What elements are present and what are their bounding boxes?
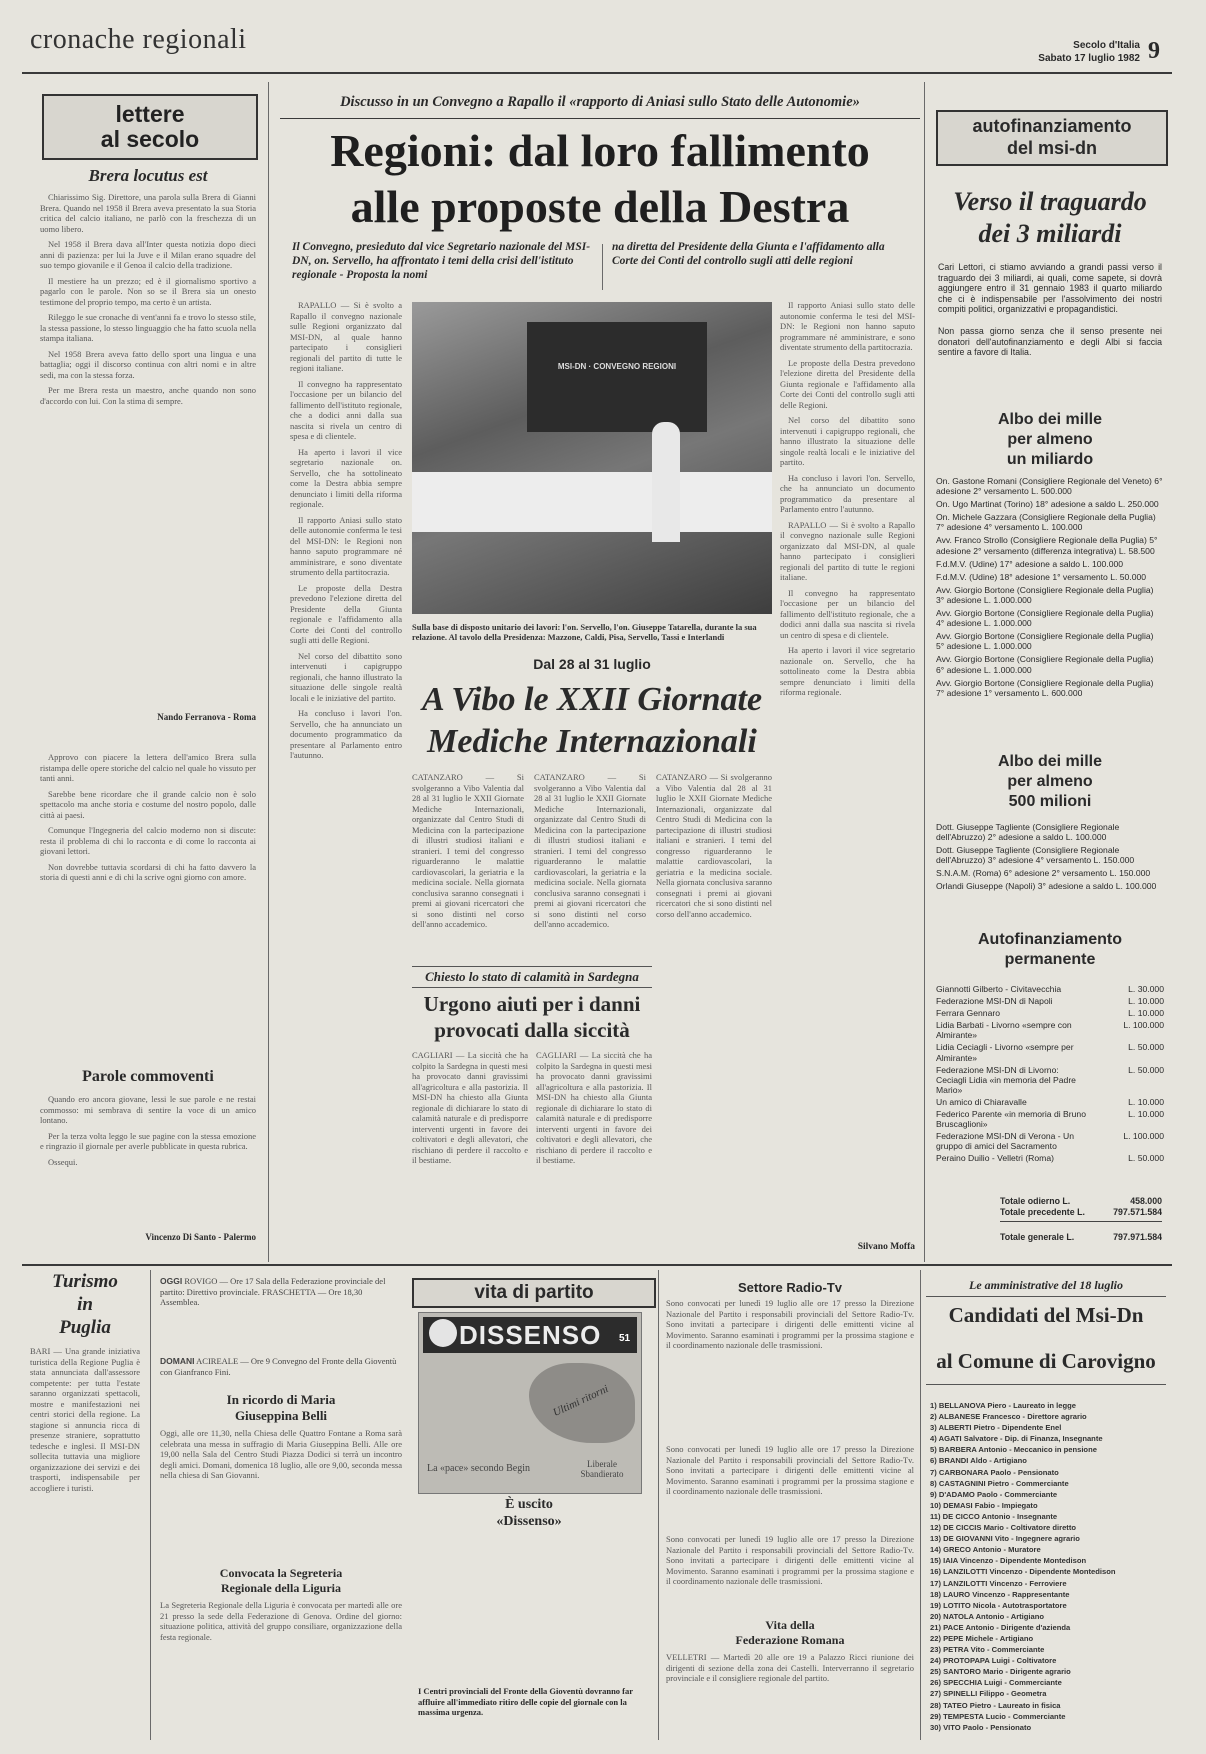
candidate-item: 1) BELLANOVA Piero - Laureato in legge [930,1401,1076,1410]
dissenso-logo: DISSENSO [459,1320,602,1350]
permanente-row [936,1042,1164,1062]
roma-body: VELLETRI — Martedì 20 alle ore 19 a Palazzo Ricci riunione dei dirigenti di sezione della zona dei Castelli. Interverranno il segretario provinciale e il consigliere regionale del partito. [666,1652,914,1683]
letter2-body [40,752,256,1052]
section-title: cronache regionali [30,24,247,55]
permanente-title-line1: Autofinanziamento [978,931,1122,948]
photo-backdrop [527,322,707,432]
radio-body-1: Sono convocati per lunedì 19 luglio alle ore 17 presso la Direzione Nazionale del Partito i responsabili provinciali del Settore Radio-Tv. Sono invitati a partecipare i dirigenti delle emittenti vicine al Movimento. Saranno esaminati i programmi per la prossima stagione e il coordinamento nazionale delle trasmissioni. [666,1298,914,1350]
permanente-name: Un amico di Chiaravalle [936,1096,1027,1107]
memoria-title [160,1392,402,1424]
radio-body-3: Sono convocati per lunedì 19 luglio alle ore 17 presso la Direzione Nazionale del Partito i responsabili provinciali del Settore Radio-Tv. Sono invitati a partecipare i dirigenti delle emittenti vicine al Movimento. Saranno esaminati i programmi per la prossima stagione e il coordinamento nazionale delle trasmissioni. [666,1534,914,1586]
vibo-date-line: Dal 28 al 31 luglio [533,656,651,672]
candidate-item: 29) TEMPESTA Lucio - Commerciante [930,1711,1066,1721]
candidates-list [930,1400,1166,1733]
candidate-item: 28) TATEO Pietro - Laureato in fisica [930,1700,1061,1710]
albo2-title-line2: per almeno [1007,773,1093,790]
letter2-more-paragraph: Per la terza volta leggo le sue pagine con la stessa emozione e ringrazio il giornale per averle pubblicate in questa rubrica. [40,1130,256,1151]
notice-oggi [160,1276,402,1308]
candidate-item: 3) ALBERTI Pietro - Dipendente Enel [930,1423,1062,1433]
total-today-value: 458.000 [1130,1196,1162,1206]
memoria-body: Oggi, alle ore 11,30, nella Chiesa delle Quattro Fontane a Roma sarà celebrata una messa in suffragio di Maria Giuseppina Belli. Alle ore 19,00 nella Sala del Centro Studi Piazza Dodici si terrà un incontro degli amici. Domani, domenica 18 luglio, alle ore 9,00, seconda messa nella chiesa di San Giovanni. [160,1428,402,1480]
total-general [1000,1232,1162,1242]
candidate-item: 15) IAIA Vincenzo - Dipendente Montedison [930,1556,1087,1566]
albo1-title-line2: per almeno [1007,431,1093,448]
turismo-body: BARI — Una grande iniziativa turistica della Regione Puglia è stata annunciata dall'assessore competente: per tutta l'estate saranno organizzati spettacoli, mostre e manifestazioni nei centri storici della regione. La stagione si annuncia ricca di presenze straniere, soprattutto tedesche e inglesi. Il MSI-DN sollecita tuttavia una migliore organizzazione dei servizi e dei trasporti, indispensabile per accogliere i turisti. [30,1346,140,1493]
totals [1000,1196,1162,1218]
albo2-entry: Dott. Giuseppe Tagliente (Consigliere Regionale dell'Abruzzo) 2° adesione a saldo L. 100.000 [936,822,1120,843]
candidate-item: 26) SPECCHIA Luigi - Commerciante [930,1678,1062,1688]
oggi-label: OGGI [160,1276,183,1286]
autofin-intro: Cari Lettori, ci stiamo avviando a grandi passi verso il traguardo dei 3 miliardi, ai quali, come sapete, si dovrà aggiungere entro il 31 gennaio 1983 il quarto miliardo che ci è indispensabile per l'assolvimento dei nostri compiti politici, organizzativi e propagandistici. [938,262,1162,314]
letter1-signature: Nando Ferranova - Roma [157,712,256,722]
permanente-name: Federico Parente «in memoria di Bruno Bruscaglioni» [936,1109,1086,1130]
main-body-col1 [290,300,402,1250]
permanente-amount: L. 100.000 [1123,1020,1164,1031]
carovigno-kicker: Le amministrative del 18 luglio [969,1278,1123,1292]
main-paragraph: Le proposte della Destra prevedono l'elezione diretta del Presidente della Giunta regionale e l'affidamento alla Corte dei Conti del controllo sugli atti delle Regioni. [290,582,402,645]
column-divider [268,82,269,1262]
letter1-paragraph: Nel 1958 il Brera dava all'Inter questa notizia dopo dieci anni di pazienza: per lui la Juve e il Milan erano squadre del suo tempo giovanile e il Genoa il calcio della tradizione. [40,239,256,270]
letter1-paragraph: Rileggo le sue cronache di vent'anni fa e trovo lo stesso stile, la stessa passione, lo stesso linguaggio che ha fatto scuola nella stampa italiana. [40,312,256,343]
main-signature: Silvano Moffa [857,1242,915,1252]
albo1-entry: Avv. Giorgio Bortone (Consigliere Regionale della Puglia) 7° adesione 1° versamento L. 600.000 [936,677,1154,698]
autofin-box-title: autofinanziamento [972,116,1132,136]
vibo-headline-line1: A Vibo le XXII Giornate [421,681,763,718]
albo1-title [936,410,1164,470]
carovigno-kicker-rule [926,1296,1166,1297]
letter1-title: Brera locutus est [88,166,208,185]
column-divider [920,1270,921,1740]
albo1-title-line3: un miliardo [1006,451,1094,468]
candidate-item: 23) PETRA Vito - Commerciante [930,1645,1045,1655]
letter2-more-paragraph: Ossequi. [48,1156,78,1167]
albo2-entry: Dott. Giuseppe Tagliente (Consigliere Regionale dell'Abruzzo) 3° adesione 4° versamento L. 150.000 [936,845,1135,866]
albo2-title [936,752,1164,812]
letters-box [42,94,258,160]
main-paragraph: Le proposte della Destra prevedono l'elezione diretta del Presidente della Giunta regionale e l'affidamento alla Corte dei Conti del controllo sugli atti delle Regioni. [780,357,915,410]
albo2-title-line1: Albo dei mille [997,753,1102,770]
letter2-more-paragraph: Quando ero ancora giovane, lessi le sue parole e ne restai commosso: mi sembrava di sentire la voce di un amico lontano. [40,1094,256,1125]
dissenso-exit [418,1496,640,1530]
turismo-title-line1: Turismo [52,1271,118,1292]
candidate-item: 11) DE CICCO Antonio - Insegnante [930,1511,1058,1521]
permanente-name: Lidia Ceciagli - Livorno «sempre per Almirante» [936,1042,1074,1063]
photo-caption: Sulla base di disposto unitario dei lavori: l'on. Servello, l'on. Giuseppe Tatarella, durante la sua relazione. Al tavolo della Presidenza: Mazzone, Caldi, Pisa, Servello, Tassi e Interlandi [412,622,757,642]
vibo-headline-line2: Mediche Internazionali [427,723,757,760]
permanente-name: Federazione MSI-DN di Livorno: Ceciagli Lidia «in memoria del Padre Mario» [936,1064,1076,1095]
main-kicker: Discusso in un Convegno a Rapallo il «rapporto di Aniasi sullo Stato delle Autonomie» [340,94,860,110]
albo1-entry: Avv. Giorgio Bortone (Consigliere Regionale della Puglia) 4° adesione L. 1.000.000 [936,608,1154,629]
permanente-row [936,1131,1164,1151]
sardegna-headline-line1: Urgono aiuti per i danni [423,992,641,1016]
albo1-entry: Avv. Giorgio Bortone (Consigliere Regionale della Puglia) 5° adesione L. 1.000.000 [936,631,1154,652]
permanente-row [936,984,1164,994]
permanente-amount: L. 50.000 [1128,1064,1164,1075]
albo2-entry: S.N.A.M. (Roma) 6° adesione 2° versamento L. 150.000 [936,868,1151,879]
autofin-headline-line1: Verso il traguardo [953,187,1147,216]
main-paragraph: Ha aperto i lavori il vice segretario nazionale on. Servello, che ha sottolineato come la Destra abbia sempre denunciato i limiti della riforma regionale. [780,645,915,697]
turismo-title-line2: in [77,1294,93,1315]
notice-domani [160,1356,402,1377]
permanente-amount: L. 100.000 [1123,1131,1164,1142]
total-general-value: 797.971.584 [1113,1232,1162,1242]
permanente-amount: L. 10.000 [1128,1109,1164,1120]
masthead-rule [22,72,1172,74]
photo-banner: MSI-DN · CONVEGNO REGIONI [557,362,677,371]
main-paragraph: Nel corso del dibattito sono intervenuti i capigruppo regionali, che hanno illustrato la situazione delle singole realtà locali e le iniziative del partito. [780,415,915,467]
albo2-list [936,822,1164,892]
candidate-item: 10) DEMASI Fabio - Impiegato [930,1500,1038,1510]
autofin-box [936,110,1168,166]
main-paragraph: Ha aperto i lavori il vice segretario nazionale on. Servello, che ha sottolineato come la Destra abbia sempre denunciato i limiti della riforma regionale. [290,446,402,509]
candidate-item: 2) ALBANESE Francesco - Direttore agrario [930,1412,1087,1422]
dissenso-cover [418,1312,642,1494]
total-previous-label: Totale precedente L. [1000,1207,1085,1217]
permanente-name: Lidia Barbati - Livorno «sempre con Almirante» [936,1020,1072,1041]
liguria-title-line1: Convocata la Segreteria [219,1566,343,1580]
autofin-intro2: Non passa giorno senza che il senso presente nei donatori dell'autofinanziamento e degli Albi si faccia sentire a favore di Italia. [938,326,1162,357]
albo2-entry: Orlandi Giuseppe (Napoli) 3° adesione a saldo L. 100.000 [936,881,1157,892]
dissenso-right-caption: Liberale Sbandierato [580,1459,624,1479]
permanente-amount: L. 50.000 [1128,1042,1164,1053]
candidate-item: 18) LAURO Vincenzo - Rappresentante [930,1589,1070,1599]
main-paragraph: Ha concluso i lavori l'on. Servello, che ha annunciato un documento programmatico da presentare al Parlamento entro l'autunno. [290,708,402,760]
column-divider [658,1270,659,1740]
candidate-item: 20) NATOLA Antonio - Artigiano [930,1611,1045,1621]
permanente-row [936,1097,1164,1107]
candidate-item: 12) DE CICCIS Mario - Coltivatore diretto [930,1523,1076,1533]
candidate-item: 16) LANZILOTTI Vincenzo - Dipendente Montedison [930,1567,1116,1577]
candidate-item: 17) LANZILOTTI Vincenzo - Ferroviere [930,1578,1067,1588]
permanente-amount: L. 30.000 [1128,984,1164,994]
roma-title-line1: Vita della [765,1618,815,1632]
candidate-item: 13) DE GIOVANNI Vito - Ingegnere agrario [930,1534,1080,1544]
letter1-paragraph: Il mestiere ha un prezzo; ed è il giornalismo sportivo a pagarlo con le parole. Non so se il Brera sia un onesto testimone del proprio tempo, ma certo è un artista. [40,275,256,307]
carovigno-title-line1: Candidati del Msi-Dn [948,1303,1144,1327]
main-paragraph: Il rapporto Aniasi sullo stato delle autonomie conferma le tesi del MSI-DN: le Regioni non hanno saputo programmare né amministrare, e sono diventate strumento della partitocrazia. [780,300,915,352]
total-general-label: Totale generale L. [1000,1232,1075,1242]
candidate-item: 6) BRANDI Aldo - Artigiano [930,1456,1027,1466]
albo1-entry: F.d.M.V. (Udine) 17° adesione a saldo L. 100.000 [936,558,1124,569]
dissenso-caption: I Centri provinciali del Fronte della Gioventù dovranno far affluire all'immediato ritiro delle copie del giornale con la massima urgenza. [418,1686,633,1717]
albo1-title-line1: Albo dei mille [997,411,1102,428]
albo1-entry: Avv. Giorgio Bortone (Consigliere Regionale della Puglia) 6° adesione L. 1.000.000 [936,654,1154,675]
permanente-name: Peraino Duilio - Velletri (Roma) [936,1153,1054,1164]
vita-partito-title: vita di partito [474,1282,594,1303]
lower-section-rule [22,1264,1172,1266]
candidate-item: 25) SANTORO Mario - Dirigente agrario [930,1667,1071,1677]
radio-body-2: Sono convocati per lunedì 19 luglio alle ore 17 presso la Direzione Nazionale del Partito i responsabili provinciali del Settore Radio-Tv. Sono invitati a partecipare i dirigenti delle emittenti vicine al Movimento. Saranno esaminati i programmi per la prossima stagione e il coordinamento nazionale delle trasmissioni. [666,1444,914,1496]
candidate-item: 4) AGATI Salvatore - Dip. di Finanza, Insegnante [930,1434,1103,1444]
main-headline-line1: Regioni: dal loro fallimento [330,125,870,176]
letter2-signature: Vincenzo Di Santo - Palermo [145,1232,256,1242]
permanente-row [936,1065,1164,1095]
carovigno-title-line2: al Comune di Carovigno [936,1349,1156,1373]
vibo-body-col3: CATANZARO — Si svolgeranno a Vibo Valentia dal 28 al 31 luglio le XXII Giornate Mediche Internazionali, organizzate dal Centro Studi di Medicina con la partecipazione di illustri studiosi italiani e stranieri. I temi del congresso riguarderanno le malattie cardiovascolari, la geriatria e la medicina sociale. Nella giornata conclusiva saranno consegnati i premi ai giovani ricercatori che si sono distinti nel corso dell'anno accademico. [656,772,772,919]
kicker-rule [280,118,920,119]
letter1-paragraph: Per me Brera resta un maestro, anche quando non sono d'accordo con lui. Con la stima di sempre. [40,385,256,406]
main-paragraph: Ha concluso i lavori l'on. Servello, che ha annunciato un documento programmatico da presentare al Parlamento entro l'autunno. [780,472,915,514]
albo1-entry: Avv. Franco Strollo (Consigliere Regionale della Puglia) 5° adesione 2° versamento (differenza integrativa) L. 58.500 [936,535,1158,556]
dissenso-emblem [429,1319,457,1347]
permanente-row [936,1153,1164,1163]
letter2-title: Parole commoventi [82,1068,214,1085]
letter2-paragraph: Non dovrebbe tuttavia scordarsi di chi ha fatto davvero la storia di questi anni e di chi la scrive ogni giorno con amore. [40,861,256,882]
domani-label: DOMANI [160,1356,195,1366]
liguria-body: La Segreteria Regionale della Liguria è convocata per martedì alle ore 21 presso la sede della Federazione di Genova. Ordine del giorno: situazione politica, attività del gruppo consiliare, organizzazione della festa regionale. [160,1600,402,1642]
memoria-title-line2: Giuseppina Belli [234,1408,328,1423]
letter2-paragraph: Comunque l'Ingegneria del calcio moderno non si discute: resta il problema di chi lo racconta e di come lo racconta ai giovani lettori. [40,825,256,856]
main-paragraph: Il rapporto Aniasi sullo stato delle autonomie conferma le tesi del MSI-DN: le Regioni non hanno saputo programmare né amministrare, e sono diventate strumento della partitocrazia. [290,514,402,577]
main-paragraph: RAPALLO — Si è svolto a Rapallo il convegno nazionale sulle Regioni organizzato dal MSI-DN, al quale hanno partecipato i consiglieri regionali del partito di tutte le regioni italiane. [780,519,915,582]
turismo-title [30,1270,140,1339]
candidate-item: 8) CASTAGNINI Pietro - Commerciante [930,1478,1069,1488]
candidate-item: 14) GRECO Antonio - Muratore [930,1545,1041,1555]
subhead-divider [602,244,603,290]
permanente-title [936,930,1164,970]
dissenso-tag: Ultimi ritorni [551,1382,611,1420]
page-number: 9 [1148,38,1160,64]
vibo-body-col2: CATANZARO — Si svolgeranno a Vibo Valentia dal 28 al 31 luglio le XXII Giornate Mediche Internazionali, organizzate dal Centro Studi di Medicina con la partecipazione di illustri studiosi italiani e stranieri. I temi del congresso riguarderanno le malattie cardiovascolari, la geriatria e la medicina sociale. Nella giornata conclusiva saranno consegnati i premi ai giovani ricercatori che si sono distinti nel corso dell'anno accademico. [534,772,646,929]
candidate-item: 7) CARBONARA Paolo - Pensionato [930,1467,1059,1477]
dissenso-left-caption: La «pace» secondo Begin [427,1463,531,1474]
permanente-amount: L. 10.000 [1128,1008,1164,1019]
albo1-list [936,476,1164,698]
total-previous-value: 797.571.584 [1113,1207,1162,1217]
letters-box-title: lettere [115,101,185,127]
candidate-item: 22) PEPE Michele - Artigiano [930,1633,1034,1643]
letter2-more [40,1094,256,1224]
letter2-paragraph: Sarebbe bene ricordare che il grande calcio non è solo spettacolo ma anche storia e costume del nostro popolo, dalle città ai paesi. [40,788,256,820]
memoria-title-line1: In ricordo di Maria [226,1392,336,1407]
permanente-row [936,996,1164,1006]
candidate-item: 5) BARBERA Antonio - Meccanico in pensione [930,1445,1097,1455]
photo-speaker [652,422,680,542]
albo1-entry: On. Ugo Martinat (Torino) 18° adesione a saldo L. 250.000 [936,499,1159,510]
photo-table [412,472,772,532]
permanente-name: Giannotti Gilberto - Civitavecchia [936,984,1062,994]
letter1-body [40,192,256,692]
vita-partito-box [412,1278,656,1308]
sardegna-body-col1: CAGLIARI — La siccità che ha colpito la Sardegna in questi mesi ha provocato danni gravissimi all'agricoltura e alla pastorizia. Il MSI-DN ha chiesto alla Giunta regionale di dichiarare lo stato di calamità naturale e di predisporre interventi urgenti in favore dei coltivatori e degli allevatori, che rischiano di perdere il raccolto e il bestiame. [412,1050,528,1165]
permanente-title-line2: permanente [1004,951,1096,968]
column-divider [924,82,925,1262]
roma-title [666,1618,914,1648]
issue-date: Sabato 17 luglio 1982 [1038,53,1140,64]
candidate-item: 19) LOTITO Nicola - Autotrasportatore [930,1600,1067,1610]
main-paragraph: Nel corso del dibattito sono intervenuti i capigruppo regionali, che hanno illustrato la situazione delle singole realtà locali e le iniziative del partito. [290,650,402,703]
albo1-entry: Avv. Giorgio Bortone (Consigliere Regionale della Puglia) 3° adesione L. 1.000.000 [936,584,1154,605]
letter2-paragraph: Approvo con piacere la lettera dell'amico Brera sulla ristampa delle opere storiche del calcio nel quale ho vissuto per tanti anni. [40,752,256,783]
carovigno-title-rule [926,1384,1166,1385]
albo1-entry: On. Michele Gazzara (Consigliere Regionale della Puglia) 7° adesione 4° versamento L. 100.000 [936,512,1156,533]
permanente-amount: L. 10.000 [1128,1096,1164,1107]
domani-text: ACIREALE — Ore 9 Convegno del Fronte della Gioventù con Gianfranco Fini. [160,1356,397,1377]
convention-photo [412,302,772,614]
turismo-title-line3: Puglia [59,1317,111,1338]
autofin-box-subtitle: del msi-dn [1006,138,1097,158]
main-paragraph: Il convegno ha rappresentato l'occasione per un bilancio del fallimento dell'istituto regionale, che a dodici anni dalla sua nascita si rivela un centro di spesa e di clientele. [780,587,915,640]
permanente-amount: L. 50.000 [1128,1153,1164,1164]
total-today-label: Totale odierno L. [1000,1196,1071,1206]
sardegna-headline-line2: provocati dalla siccità [434,1018,630,1042]
totals-rule [1000,1221,1162,1222]
permanente-amount: L. 10.000 [1128,996,1164,1007]
permanente-row [936,1008,1164,1018]
radio-title: Settore Radio-Tv [737,1280,842,1295]
liguria-title-line2: Regionale della Liguria [221,1581,341,1595]
permanente-name: Ferrara Gennaro [936,1008,1001,1019]
column-divider [150,1270,151,1740]
permanente-name: Federazione MSI-DN di Verona - Un gruppo di amici del Sacramento [936,1131,1075,1152]
liguria-title [160,1566,402,1596]
candidate-item: 9) D'ADAMO Paolo - Commerciante [930,1489,1058,1499]
letter1-paragraph: Nel 1958 Brera aveva fatto dello sport una lingua e una battaglia; oggi il discorso continua con altri nomi e in altre sedi, ma con la stessa forza. [40,348,256,380]
oggi-text: ROVIGO — Ore 17 Sala della Federazione provinciale del partito: Direttivo provinciale. FRASCHETTA — Ore 18,30 Assemblea. [160,1276,386,1307]
paper-name: Secolo d'Italia [1073,40,1140,51]
candidate-item: 24) PROTOPAPA Luigi - Coltivatore [930,1656,1057,1666]
main-body-col5 [780,300,915,1255]
permanente-row [936,1020,1164,1040]
candidate-item: 27) SPINELLI Filippo - Geometra [930,1689,1047,1699]
main-paragraph: RAPALLO — Si è svolto a Rapallo il convegno nazionale sulle Regioni organizzato dal MSI-DN, al quale hanno partecipato i consiglieri regionali del partito di tutte le regioni italiane. [290,300,402,373]
albo1-entry: On. Gastone Romani (Consigliere Regionale del Veneto) 6° adesione 2° versamento L. 500.000 [936,476,1163,497]
candidate-item: 30) VITO Paolo - Pensionato [930,1722,1032,1732]
albo1-entry: F.d.M.V. (Udine) 18° adesione 1° versamento L. 50.000 [936,571,1147,582]
autofin-headline-line2: dei 3 miliardi [978,219,1122,248]
main-subhead-left: Il Convegno, presieduto dal vice Segretario nazionale del MSI-DN, on. Servello, ha affrontato i temi della crisi dell'istituto regionale - Proposta la nomi [292,241,591,281]
main-paragraph: Il convegno ha rappresentato l'occasione per un bilancio del fallimento dell'istituto regionale, che a dodici anni dalla sua nascita si rivela un centro di spesa e di clientele. [290,378,402,441]
dissenso-issue: 51 [619,1333,631,1344]
sardegna-kicker: Chiesto lo stato di calamità in Sardegna [412,966,652,988]
permanente-row [936,1109,1164,1129]
permanente-name: Federazione MSI-DN di Napoli [936,996,1053,1007]
letter1-paragraph: Chiarissimo Sig. Direttore, una parola sulla Brera di Gianni Brera. Quando nel 1958 il Brera aveva presentato la sua Storia critica del calcio italiano, ne parlò con la freschezza di un uomo libero. [40,192,256,234]
dissenso-exit-line2: «Dissenso» [496,1514,562,1529]
roma-title-line2: Federazione Romana [735,1633,845,1647]
candidate-item: 21) PACE Antonio - Dirigente d'azienda [930,1622,1071,1632]
dissenso-exit-line1: È uscito [505,1497,553,1512]
permanente-list [936,984,1164,1164]
albo2-title-line3: 500 milioni [1008,793,1092,810]
letters-box-subtitle: al secolo [100,126,200,152]
main-subhead-right: na diretta del Presidente della Giunta e l'affidamento alla Corte dei Conti del controllo sugli atti delle regioni [612,241,885,267]
vibo-body-col1: CATANZARO — Si svolgeranno a Vibo Valentia dal 28 al 31 luglio le XXII Giornate Mediche Internazionali, organizzate dal Centro Studi di Medicina con la partecipazione di illustri studiosi italiani e stranieri. I temi del congresso riguarderanno le malattie cardiovascolari, la geriatria e la medicina sociale. Nella giornata conclusiva saranno consegnati i premi ai giovani ricercatori che si sono distinti nel corso dell'anno accademico. [412,772,524,929]
sardegna-body-col2: CAGLIARI — La siccità che ha colpito la Sardegna in questi mesi ha provocato danni gravissimi all'agricoltura e alla pastorizia. Il MSI-DN ha chiesto alla Giunta regionale di dichiarare lo stato di calamità naturale e di predisporre interventi urgenti in favore dei coltivatori e degli allevatori, che rischiano di perdere il raccolto e il bestiame. [536,1050,652,1165]
main-headline-line2: alle proposte della Destra [350,181,850,232]
